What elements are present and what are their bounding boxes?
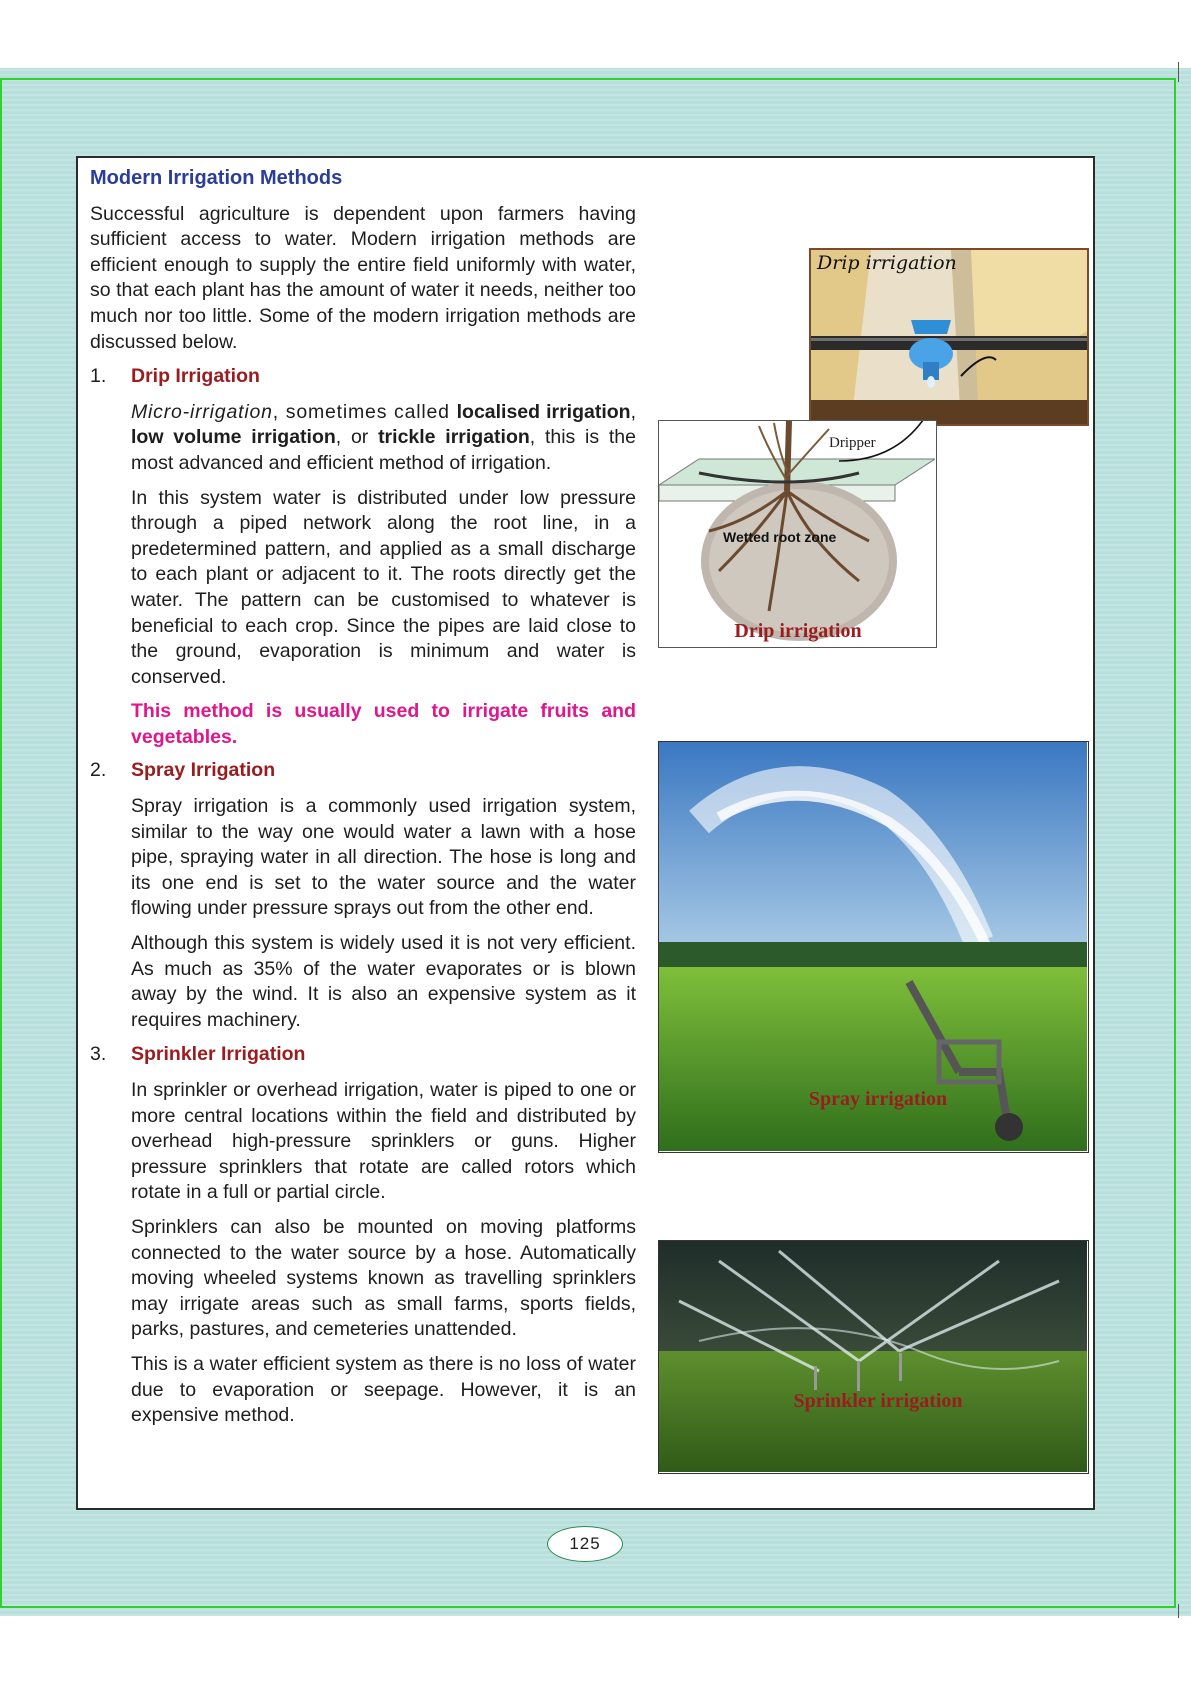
drip-highlight: This method is usually used to irrigate fruits and vegetables. xyxy=(131,700,636,748)
term-low-volume: low volume irrigation xyxy=(131,426,336,449)
text-run: , this is the most advanced and efficient method of irrigation. xyxy=(131,426,637,474)
spray-caption: Spray irrigation xyxy=(808,1088,948,1110)
text-run: , sometimes called xyxy=(272,400,457,423)
content-panel xyxy=(76,156,1095,1510)
term-trickle: trickle irrigation xyxy=(378,426,530,449)
sprinkler-paragraph-1: In sprinkler or overhead irrigation, water is piped to one or more central locations within the field and distributed by overhead high-pressure sprinklers or guns. Higher pressure sprinklers that rotate are called rotors which rotate in a full or partial circle. xyxy=(131,1079,636,1204)
drip-diagram xyxy=(658,420,937,648)
spray-heading-text: Spray Irrigation xyxy=(131,759,276,782)
sprinkler-field-illustration xyxy=(659,1241,1087,1472)
spray-paragraph-2: Although this system is widely used it is not very efficient. As much as 35% of the water evaporates or is blown away by the wind. It is also an expensive system as it requires machinery. xyxy=(131,932,636,1031)
text-column xyxy=(90,166,636,1438)
drip-photo-illustration xyxy=(811,250,1087,424)
drip-photo-label: Drip irrigation xyxy=(817,252,957,274)
sprinkler-heading-text: Sprinkler Irrigation xyxy=(131,1043,306,1066)
drip-paragraph-2: In this system water is distributed under low pressure through a piped network along the root line, in a predetermined pattern, and applied as a small discharge to each plant or adjacent to it. The roots directly get the water. The pattern can be customised to whatever is beneficial to each crop. Since the pipes are laid close to the ground, evaporation is minimum and water is conserved. xyxy=(131,486,636,688)
crop-mark xyxy=(1178,62,1179,82)
item-number: 2. xyxy=(90,759,107,782)
text-run: , or xyxy=(335,426,379,449)
spray-heading xyxy=(90,758,636,784)
drip-heading-text: Drip Irrigation xyxy=(131,365,260,388)
sprinkler-paragraph-2: Sprinklers can also be mounted on moving platforms connected to the water source by a hose. Automatically moving wheeled systems known as travelling sprinklers may irrigate areas such as small farms, sports fields, parks, pastures, and cemeteries unattended. xyxy=(131,1215,636,1341)
section-title: Modern Irrigation Methods xyxy=(90,167,343,189)
drip-photo xyxy=(809,248,1089,426)
drip-caption: Drip irrigation xyxy=(734,620,862,642)
drip-paragraph-1 xyxy=(131,400,636,477)
wetted-root-zone-label: Wetted root zone xyxy=(723,529,837,545)
crop-mark xyxy=(1178,1604,1179,1618)
spray-paragraph-1: Spray irrigation is a commonly used irrigation system, similar to the way one would water a lawn with a hose pipe, spraying water in all direction. The hose is long and its one end is set to the water source and the water flowing under pressure sprays out from the other end. xyxy=(131,795,636,920)
intro-paragraph: Successful agriculture is dependent upon farmers having sufficient access to water. Modern irrigation methods are efficient enough to supply the entire field uniformly with water, so that each plant has the amount of water it needs, neither too much nor too little. Some of the modern irrigation methods are discussed below. xyxy=(90,202,636,353)
sprinkler-photo xyxy=(658,1240,1089,1474)
text-run: , xyxy=(630,400,636,423)
dripper-label: Dripper xyxy=(829,435,876,451)
page-number: 125 xyxy=(547,1526,623,1562)
sprinkler-caption: Sprinkler irrigation xyxy=(793,1390,963,1412)
drip-heading xyxy=(90,364,636,390)
term-micro-irrigation: Micro-irrigation xyxy=(131,400,273,423)
term-localised: localised irrigation xyxy=(456,400,631,423)
sprinkler-heading xyxy=(90,1042,636,1068)
item-number: 3. xyxy=(90,1043,107,1066)
sprinkler-paragraph-3: This is a water efficient system as there is no loss of water due to evaporation or seepage. However, it is an expensive method. xyxy=(131,1352,636,1427)
item-number: 1. xyxy=(90,365,107,388)
